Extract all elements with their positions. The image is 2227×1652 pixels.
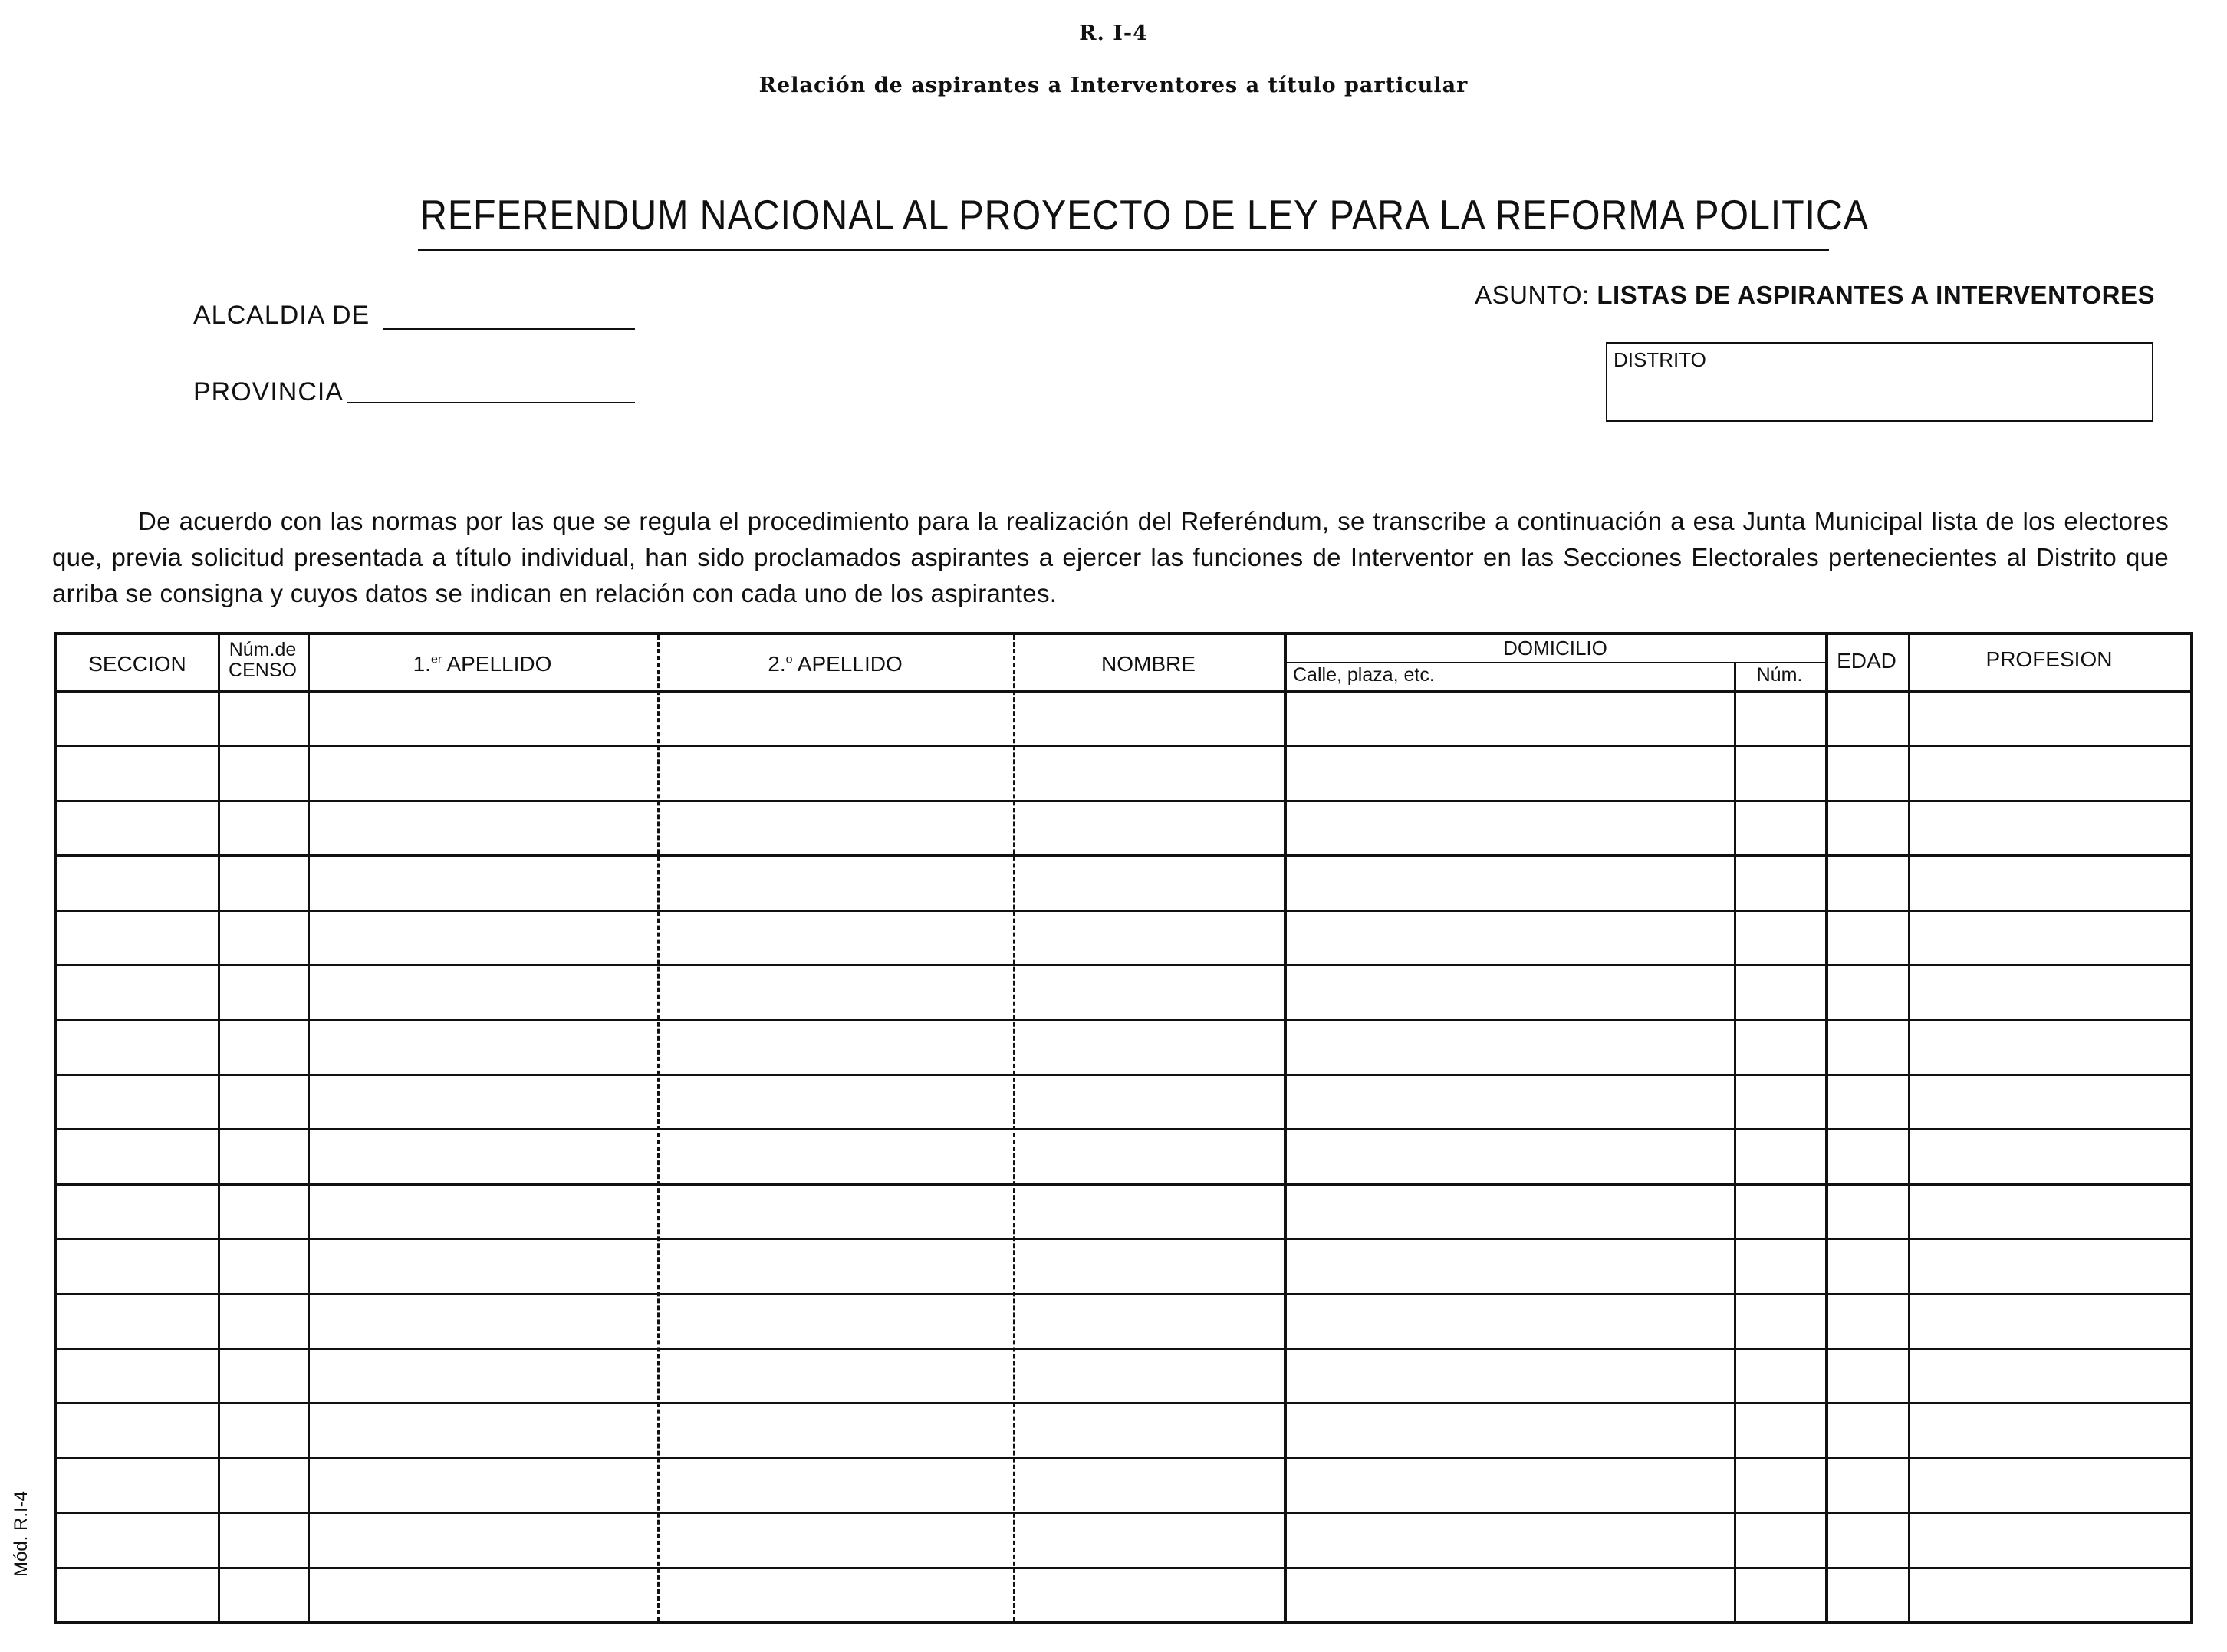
header-calle: Calle, plaza, etc. (1293, 664, 1435, 686)
intro-paragraph: De acuerdo con las normas por las que se regula el procedimiento para la realización del Referéndum, se transcribe a continuación a esa Junta Municipal lista de los electores que, previa solicitud presentada a título individual, han sido proclamados aspirantes a ejercer las funciones de Interventor en las Secciones Electorales pertenecientes al Distrito que arriba se consigna y cuyos datos se indican en relación con cada uno de los aspirantes. (52, 507, 2169, 607)
table-row (57, 1293, 2190, 1295)
table-row (57, 964, 2190, 966)
model-code: Mód. R.I-4 (11, 1490, 31, 1577)
header-apellido2-sup: o (785, 653, 793, 666)
table-row (57, 1457, 2190, 1459)
table-row (57, 745, 2190, 747)
header-seccion: SECCION (88, 652, 186, 676)
table-row (57, 910, 2190, 912)
header-apellido2 (657, 652, 1013, 676)
table-row (57, 1512, 2190, 1514)
header-censo-line2: CENSO (229, 660, 297, 681)
provincia-label: PROVINCIA (193, 377, 344, 406)
asunto-label: ASUNTO: (1475, 281, 1590, 309)
header-censo-line1: Núm.de (229, 639, 297, 660)
header-edad: EDAD (1837, 649, 1896, 673)
header-censo (218, 640, 308, 681)
header-apellido1-prefix: 1. (413, 652, 431, 676)
table-row (57, 1128, 2190, 1130)
table-row (57, 1074, 2190, 1076)
table-row (57, 1019, 2190, 1021)
distrito-label: DISTRITO (1614, 348, 1706, 371)
table-row (57, 1402, 2190, 1404)
asunto-line (1475, 281, 2155, 310)
table-row (57, 1348, 2190, 1350)
col-divider (1734, 662, 1736, 1621)
header-profesion: PROFESION (1985, 647, 2113, 671)
table-row (57, 1183, 2190, 1186)
distrito-field[interactable] (1606, 342, 2153, 422)
header-apellido1-sup: er (430, 653, 442, 666)
header-num: Núm. (1756, 664, 1803, 686)
form-subtitle: Relación de aspirantes a Interventores a título particular (758, 74, 1469, 97)
header-apellido1 (308, 652, 657, 676)
aspirantes-table (54, 632, 2193, 1624)
form-code: R. I-4 (1079, 21, 1148, 45)
asunto-value: LISTAS DE ASPIRANTES A INTERVENTORES (1597, 281, 2155, 309)
page-title: REFERENDUM NACIONAL AL PROYECTO DE LEY PARA LA REFORMA POLITICA (420, 191, 1869, 239)
alcaldia-label: ALCALDIA DE (193, 301, 370, 330)
table-row (57, 800, 2190, 802)
table-row (57, 1238, 2190, 1240)
title-underline (418, 249, 1829, 251)
header-domicilio: DOMICILIO (1503, 637, 1607, 660)
table-row (57, 690, 2190, 693)
header-apellido2-label: APELLIDO (797, 652, 903, 676)
table-row (57, 854, 2190, 857)
alcaldia-field[interactable] (383, 328, 635, 330)
provincia-field[interactable] (347, 402, 635, 403)
header-nombre: NOMBRE (1101, 652, 1196, 676)
header-apellido1-label: APELLIDO (446, 652, 552, 676)
domicilio-subline (1285, 662, 1825, 663)
table-row (57, 1567, 2190, 1569)
header-apellido2-prefix: 2. (768, 652, 786, 676)
